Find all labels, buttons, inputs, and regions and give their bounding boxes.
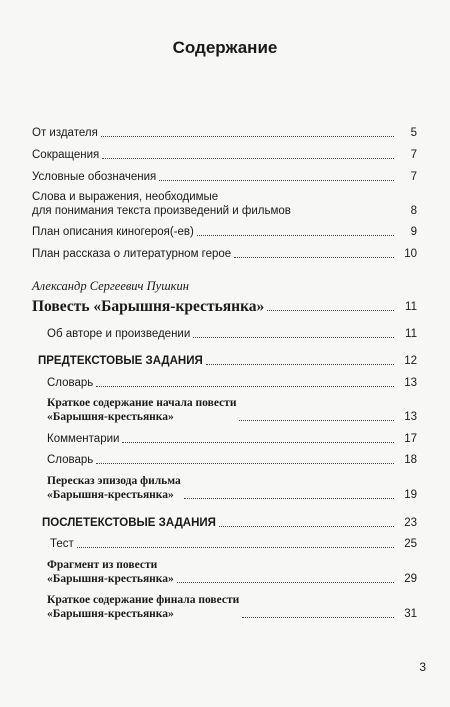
leader-dots [239, 419, 394, 421]
toc-entry-page: 25 [404, 538, 417, 550]
toc-entry-label: Условные обозначения [32, 171, 157, 183]
leader-dots [96, 462, 394, 464]
toc-entry-page: 18 [404, 454, 417, 466]
toc-entry-page: 11 [405, 328, 417, 340]
toc-entry[interactable] [32, 126, 417, 140]
toc-entry-page: 9 [410, 226, 417, 238]
toc-entry[interactable] [42, 516, 417, 530]
toc-entry[interactable] [32, 148, 417, 162]
toc-entry-label: От издателя [32, 127, 98, 139]
toc-entry-label-line2: для понимания текста произведений и фильмов [32, 205, 291, 217]
leader-dots [267, 309, 394, 311]
leader-dots [193, 336, 394, 338]
toc-entry-label-line1: Слова и выражения, необходимые [32, 191, 219, 203]
toc-entry-label-line1: Краткое содержание начала повести [47, 397, 237, 409]
page-title: Содержание [172, 38, 278, 57]
toc-entry-label-line2: «Барышня-крестьянка» [47, 488, 174, 501]
toc-entry-page: 31 [404, 608, 417, 620]
toc-entry[interactable] [32, 247, 417, 261]
toc-entry-page: 12 [404, 355, 417, 367]
toc-entry-label-line1: Пересказ эпизода фильма [47, 475, 181, 487]
toc-story-entry[interactable] [32, 300, 417, 314]
toc-entry-label: Об авторе и произведении [47, 328, 191, 340]
leader-dots [101, 135, 394, 137]
leader-dots [184, 497, 394, 499]
toc-entry-label: План рассказа о литературном герое [32, 248, 232, 260]
toc-entry[interactable] [47, 376, 417, 390]
toc-entry-page: 19 [404, 489, 417, 501]
toc-entry-label: Комментарии [47, 433, 120, 445]
toc-entry-label-line2: «Барышня-крестьянка» [47, 410, 174, 423]
toc-entry[interactable] [38, 354, 417, 368]
toc-entry[interactable] [47, 453, 417, 467]
toc-entry-label [47, 559, 174, 586]
leader-dots [77, 546, 394, 548]
toc-entry-label: Тест [50, 538, 74, 550]
leader-dots [177, 581, 394, 583]
toc-entry-label: ПОСЛЕТЕКСТОВЫЕ ЗАДАНИЯ [42, 517, 216, 529]
toc-entry[interactable] [47, 432, 417, 446]
toc-entry-page: 13 [404, 411, 417, 423]
toc-entry-page: 8 [410, 205, 417, 217]
toc-entry-label: Словарь [47, 454, 94, 466]
leader-dots [122, 441, 394, 443]
toc-entry-page: 5 [410, 127, 417, 139]
toc-entry-page: 17 [404, 433, 417, 445]
toc-entry[interactable] [47, 594, 417, 621]
toc-entry-label-line2: «Барышня-крестьянка» [47, 607, 174, 620]
toc-entry-page: 7 [410, 149, 417, 161]
leader-dots [234, 256, 394, 258]
leader-dots [159, 179, 394, 181]
toc-entry-page: 13 [404, 377, 417, 389]
leader-dots [219, 525, 394, 527]
toc-entry[interactable] [47, 475, 417, 502]
toc-entry-label-line1: Фрагмент из повести [47, 559, 158, 571]
toc-entry[interactable] [32, 190, 417, 218]
toc-entry-label-line2: «Барышня-крестьянка» [47, 572, 174, 585]
toc-entry-label: План описания киногероя(-ев) [32, 226, 194, 238]
toc-entry[interactable] [47, 397, 417, 424]
toc-entry-label [47, 475, 181, 502]
author-name: Александр Сергеевич Пушкин [32, 279, 189, 293]
leader-dots [242, 616, 394, 618]
toc-entry[interactable] [32, 225, 417, 239]
toc-entry-label [47, 397, 236, 424]
leader-dots [206, 363, 394, 365]
toc-entry-label: ПРЕДТЕКСТОВЫЕ ЗАДАНИЯ [38, 355, 203, 367]
toc-entry-label: Словарь [47, 377, 94, 389]
toc-entry-label: Сокращения [32, 149, 100, 161]
toc-entry[interactable] [50, 537, 417, 551]
toc-entry[interactable] [32, 170, 417, 184]
toc-entry-label: Повесть «Барышня-крестьянка» [32, 298, 265, 315]
toc-entry[interactable] [47, 559, 417, 586]
toc-entry[interactable] [47, 327, 417, 341]
toc-entry-page: 29 [404, 573, 417, 585]
toc-entry-page: 23 [404, 517, 417, 529]
toc-entry-page: 7 [410, 171, 417, 183]
toc-entry-label [32, 190, 291, 218]
toc-entry-label [47, 594, 239, 621]
leader-dots [197, 234, 394, 236]
leader-dots [96, 385, 394, 387]
page-number: 3 [419, 660, 426, 674]
toc-entry-page: 10 [404, 248, 417, 260]
leader-dots [102, 157, 394, 159]
toc-entry-label-line1: Краткое содержание финала повести [47, 594, 240, 606]
toc-entry-page: 11 [405, 301, 417, 313]
